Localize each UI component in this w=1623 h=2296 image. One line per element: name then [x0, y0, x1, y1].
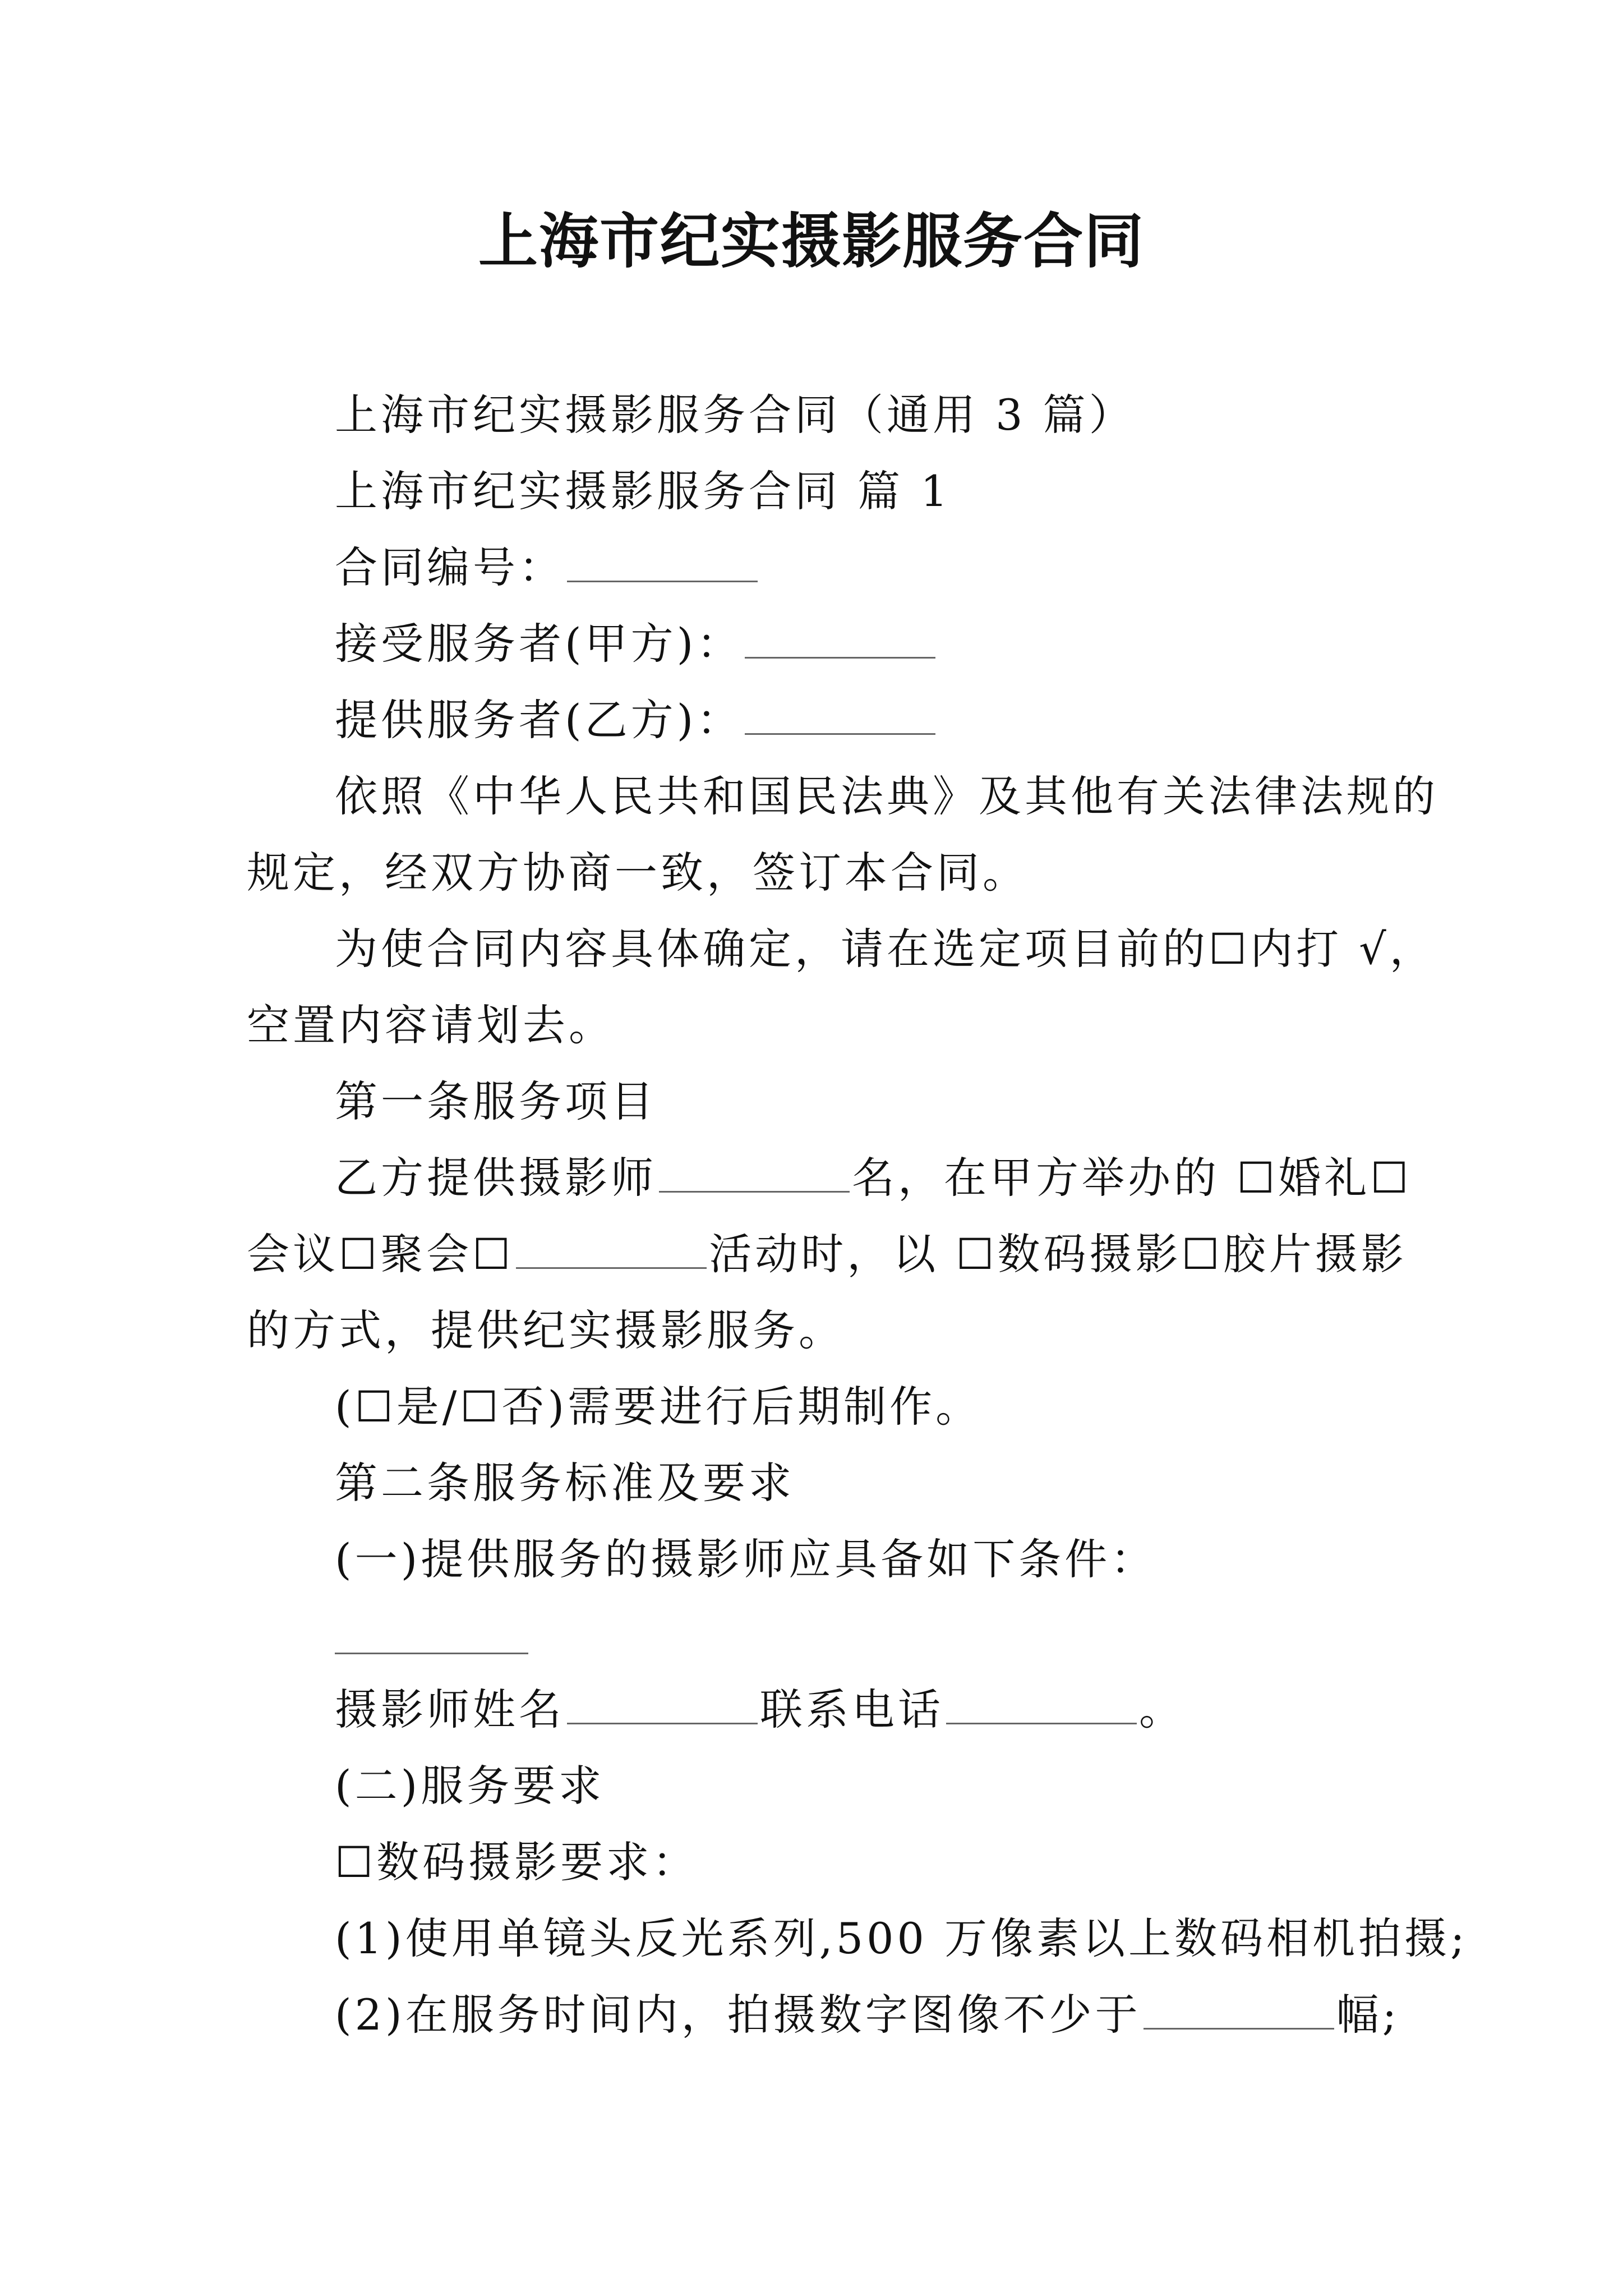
paragraph-line: 为使合同内容具体确定，请在选定项目前的☐内打 √， — [335, 924, 1436, 974]
party-b-line — [335, 692, 938, 748]
photographer-name-blank[interactable] — [567, 1683, 758, 1724]
text-segment: 乙方提供摄影师 — [335, 1153, 657, 1203]
text-segment: 活动时，以 ☐数码摄影☐胶片摄影 — [709, 1229, 1407, 1279]
phone-blank[interactable] — [946, 1683, 1137, 1724]
paragraph-line — [335, 1682, 1185, 1738]
subtitle-line: 上海市纪实摄影服务合同（通用 3 篇） — [335, 390, 1135, 440]
paragraph-line — [335, 1150, 1412, 1206]
contract-number-line — [335, 540, 760, 596]
paragraph-line — [335, 1987, 1400, 2043]
paragraph-line: (一)提供服务的摄影师应具备如下条件： — [335, 1534, 1157, 1584]
party-a-line — [335, 616, 938, 672]
paragraph-line: 空置内容请划去。 — [247, 1000, 615, 1050]
contract-number-blank[interactable] — [567, 541, 758, 582]
text-segment: 幅; — [1336, 1990, 1400, 2040]
paragraph-line: 的方式，提供纪实摄影服务。 — [247, 1305, 845, 1355]
party-b-blank[interactable] — [745, 694, 935, 735]
contract-number-label: 合同编号： — [335, 542, 565, 592]
paragraph-line: (☐是/☐否)需要进行后期制作。 — [335, 1382, 982, 1432]
article-heading: 第一条服务项目 — [335, 1076, 657, 1126]
conditions-blank[interactable] — [335, 1653, 528, 1654]
paragraph-line: 依照《中华人民共和国民法典》及其他有关法律法规的 — [335, 771, 1438, 821]
subsection-heading: (二)服务要求 — [335, 1761, 605, 1811]
text-segment: 名，在甲方举办的 ☐婚礼☐ — [852, 1153, 1412, 1203]
photographer-count-blank[interactable] — [659, 1152, 850, 1193]
text-segment: 会议☐聚会☐ — [247, 1229, 514, 1279]
paragraph-line: (1)使用单镜头反光系列,500 万像素以上数码相机拍摄; — [335, 1913, 1468, 1963]
article-heading: 第二条服务标准及要求 — [335, 1458, 795, 1508]
party-b-label: 提供服务者(乙方)： — [335, 695, 743, 745]
paragraph-line: ☐数码摄影要求： — [335, 1837, 699, 1887]
section-heading: 上海市纪实摄影服务合同 篇 1 — [335, 466, 951, 516]
party-a-blank[interactable] — [745, 618, 935, 659]
party-a-label: 接受服务者(甲方)： — [335, 619, 743, 669]
text-segment: 。 — [1139, 1685, 1185, 1734]
paragraph-line — [247, 1226, 1407, 1282]
text-segment: 联系电话 — [760, 1685, 944, 1734]
paragraph-line: 规定，经双方协商一致，签订本合同。 — [247, 848, 1029, 898]
text-segment: (2)在服务时间内，拍摄数字图像不少于 — [335, 1990, 1141, 2040]
image-count-blank[interactable] — [1144, 1989, 1334, 2030]
text-segment: 摄影师姓名 — [335, 1685, 565, 1734]
event-type-blank[interactable] — [516, 1228, 707, 1269]
document-title: 上海市纪实摄影服务合同 — [478, 206, 1145, 276]
